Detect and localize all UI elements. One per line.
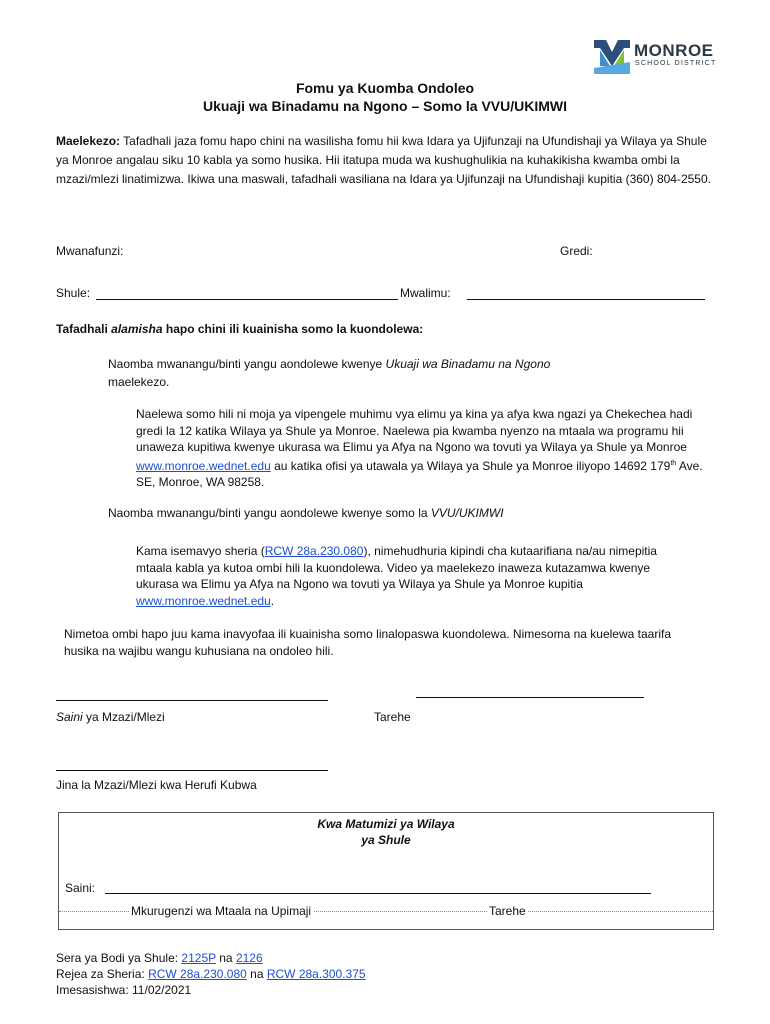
print-name-line[interactable]	[56, 770, 328, 771]
signature-emph: Saini	[56, 710, 83, 724]
option2-emph: VVU/UKIMWI	[430, 506, 504, 520]
form-title: Fomu ya Kuomba Ondoleo	[295, 80, 475, 96]
teacher-label: Mwalimu:	[400, 286, 451, 300]
rcw-230-link[interactable]: RCW 28a.230.080	[264, 544, 364, 558]
footer-legal	[56, 966, 366, 982]
legal-label: Rejea za Sheria:	[56, 967, 145, 981]
footer-revised: Imesasishwa: 11/02/2021	[56, 983, 192, 997]
option2-detail-middle: ), nimehudhuria kipindi cha kutaarifiana na/au nimepitia mtaala kabla ya kutoa ombi hili la kuondolewa. Video ya maelekezo inaweza kutazamwa kwenye ukurasa wa Elimu ya Afya na Ngono wa tovuti ya Wilaya ya Shule ya Monroe kupitia	[136, 544, 657, 591]
option1-detail	[136, 406, 722, 491]
option2-detail-end: .	[270, 593, 275, 608]
legal-and: na	[250, 967, 264, 981]
option1-suffix: maelekezo.	[108, 375, 170, 389]
office-sign-label: Saini:	[65, 881, 96, 895]
school-input[interactable]	[96, 299, 398, 300]
mark-emph: alamisha	[111, 322, 163, 336]
mark-after: hapo chini ili kuainisha somo la kuondolewa:	[165, 322, 424, 336]
footer-board-policy	[56, 950, 366, 966]
district-logo	[594, 38, 724, 78]
rcw-300-footer-link[interactable]: RCW 28a.300.375	[266, 967, 366, 981]
office-signature-line[interactable]	[105, 893, 651, 894]
option2-detail-before: Kama isemavyo sheria (	[136, 544, 265, 558]
option1-detail-sup: th	[670, 459, 677, 467]
print-name-label: Jina la Mzazi/Mlezi kwa Herufi Kubwa	[56, 778, 257, 792]
footer	[56, 950, 366, 998]
school-label: Shule:	[56, 286, 91, 300]
instructions-text: Tafadhali jaza fomu hapo chini na wasilisha fomu hii kwa Idara ya Ujifunzaji na Ufundishaji ya Wilaya ya Shule ya Monroe angalau siku 10 kabla ya somo husika. Hii itatupa muda wa kushughulikia na kuhakikisha kwamba ombi la mzazi/mlezi linatimizwa. Ikiwa una maswali, tafadhali wasiliana na Idara ya Ujifunzaji na Ufundishaji kupitia (360) 804-2550.	[56, 134, 711, 186]
date-line[interactable]	[416, 697, 644, 698]
instructions	[56, 132, 716, 189]
monroe-website-link-2[interactable]: www.monroe.wednet.edu	[136, 593, 271, 608]
mark-instruction	[56, 322, 423, 336]
option1-detail-text: Naelewa somo hili ni moja ya vipengele muhimu vya elimu ya kina ya afya kwa ngazi ya Chekechea hadi gredi la 12 katika Wilaya ya Shule ya Monroe. Naelewa pia kwamba nyenzo na mtaala wa programu hii unaweza kupitiwa kwenye ukurasa wa Elimu ya Afya na Ngono wa tovuti ya Wilaya ya Shule ya Monroe	[136, 407, 693, 454]
option2-prefix: Naomba mwanangu/binti yangu aondolewe kwenye somo la	[108, 506, 428, 520]
logo-name: MONROE	[634, 41, 714, 60]
option1-emph: Ukuaji wa Binadamu na Ngono	[385, 357, 551, 371]
mark-before: Tafadhali	[56, 322, 108, 336]
mountain-logo-icon	[594, 40, 630, 74]
date-label: Tarehe	[374, 710, 411, 724]
grade-label: Gredi:	[560, 244, 593, 258]
office-title-line2: ya Shule	[361, 833, 411, 847]
form-subtitle: Ukuaji wa Binadamu na Ngono – Somo la VVU/UKIMWI	[202, 98, 568, 114]
office-title	[59, 816, 713, 848]
policy-2126-link[interactable]: 2126	[235, 951, 263, 965]
policy-2125p-link[interactable]: 2125P	[181, 951, 216, 965]
office-use-box	[58, 812, 714, 930]
student-label: Mwanafunzi:	[56, 244, 124, 258]
option-human-growth[interactable]	[108, 355, 668, 391]
office-title-line1: Kwa Matumizi ya Wilaya	[317, 817, 455, 831]
teacher-input[interactable]	[467, 299, 705, 300]
option1-detail-end: Ave. SE, Monroe, WA 98258.	[136, 458, 703, 489]
option1-prefix: Naomba mwanangu/binti yangu aondolewe kwenye	[108, 357, 383, 371]
parent-signature-line[interactable]	[56, 700, 328, 701]
board-and: na	[219, 951, 233, 965]
signature-rest: ya Mzazi/Mlezi	[86, 710, 165, 724]
instructions-label: Maelekezo:	[56, 134, 121, 148]
option2-detail	[136, 543, 692, 609]
office-date-label: Tarehe	[489, 904, 526, 918]
signature-label	[56, 710, 165, 724]
monroe-website-link[interactable]: www.monroe.wednet.edu	[136, 458, 271, 473]
board-label: Sera ya Bodi ya Shule:	[56, 951, 179, 965]
office-director-label: Mkurugenzi wa Mtaala na Upimaji	[131, 904, 312, 918]
declaration: Nimetoa ombi hapo juu kama inavyofaa ili kuainisha somo linalopaswa kuondolewa. Nimesoma na kuelewa taarifa husika na wajibu wangu kuhusiana na ondoleo hili.	[64, 627, 671, 658]
option1-detail-after: au katika ofisi ya utawala ya Wilaya ya Shule ya Monroe iliyopo 14692 179	[274, 458, 671, 473]
logo-subtitle: SCHOOL DISTRICT	[635, 60, 717, 67]
rcw-230-footer-link[interactable]: RCW 28a.230.080	[148, 967, 247, 981]
option-hiv-aids[interactable]	[108, 504, 668, 523]
